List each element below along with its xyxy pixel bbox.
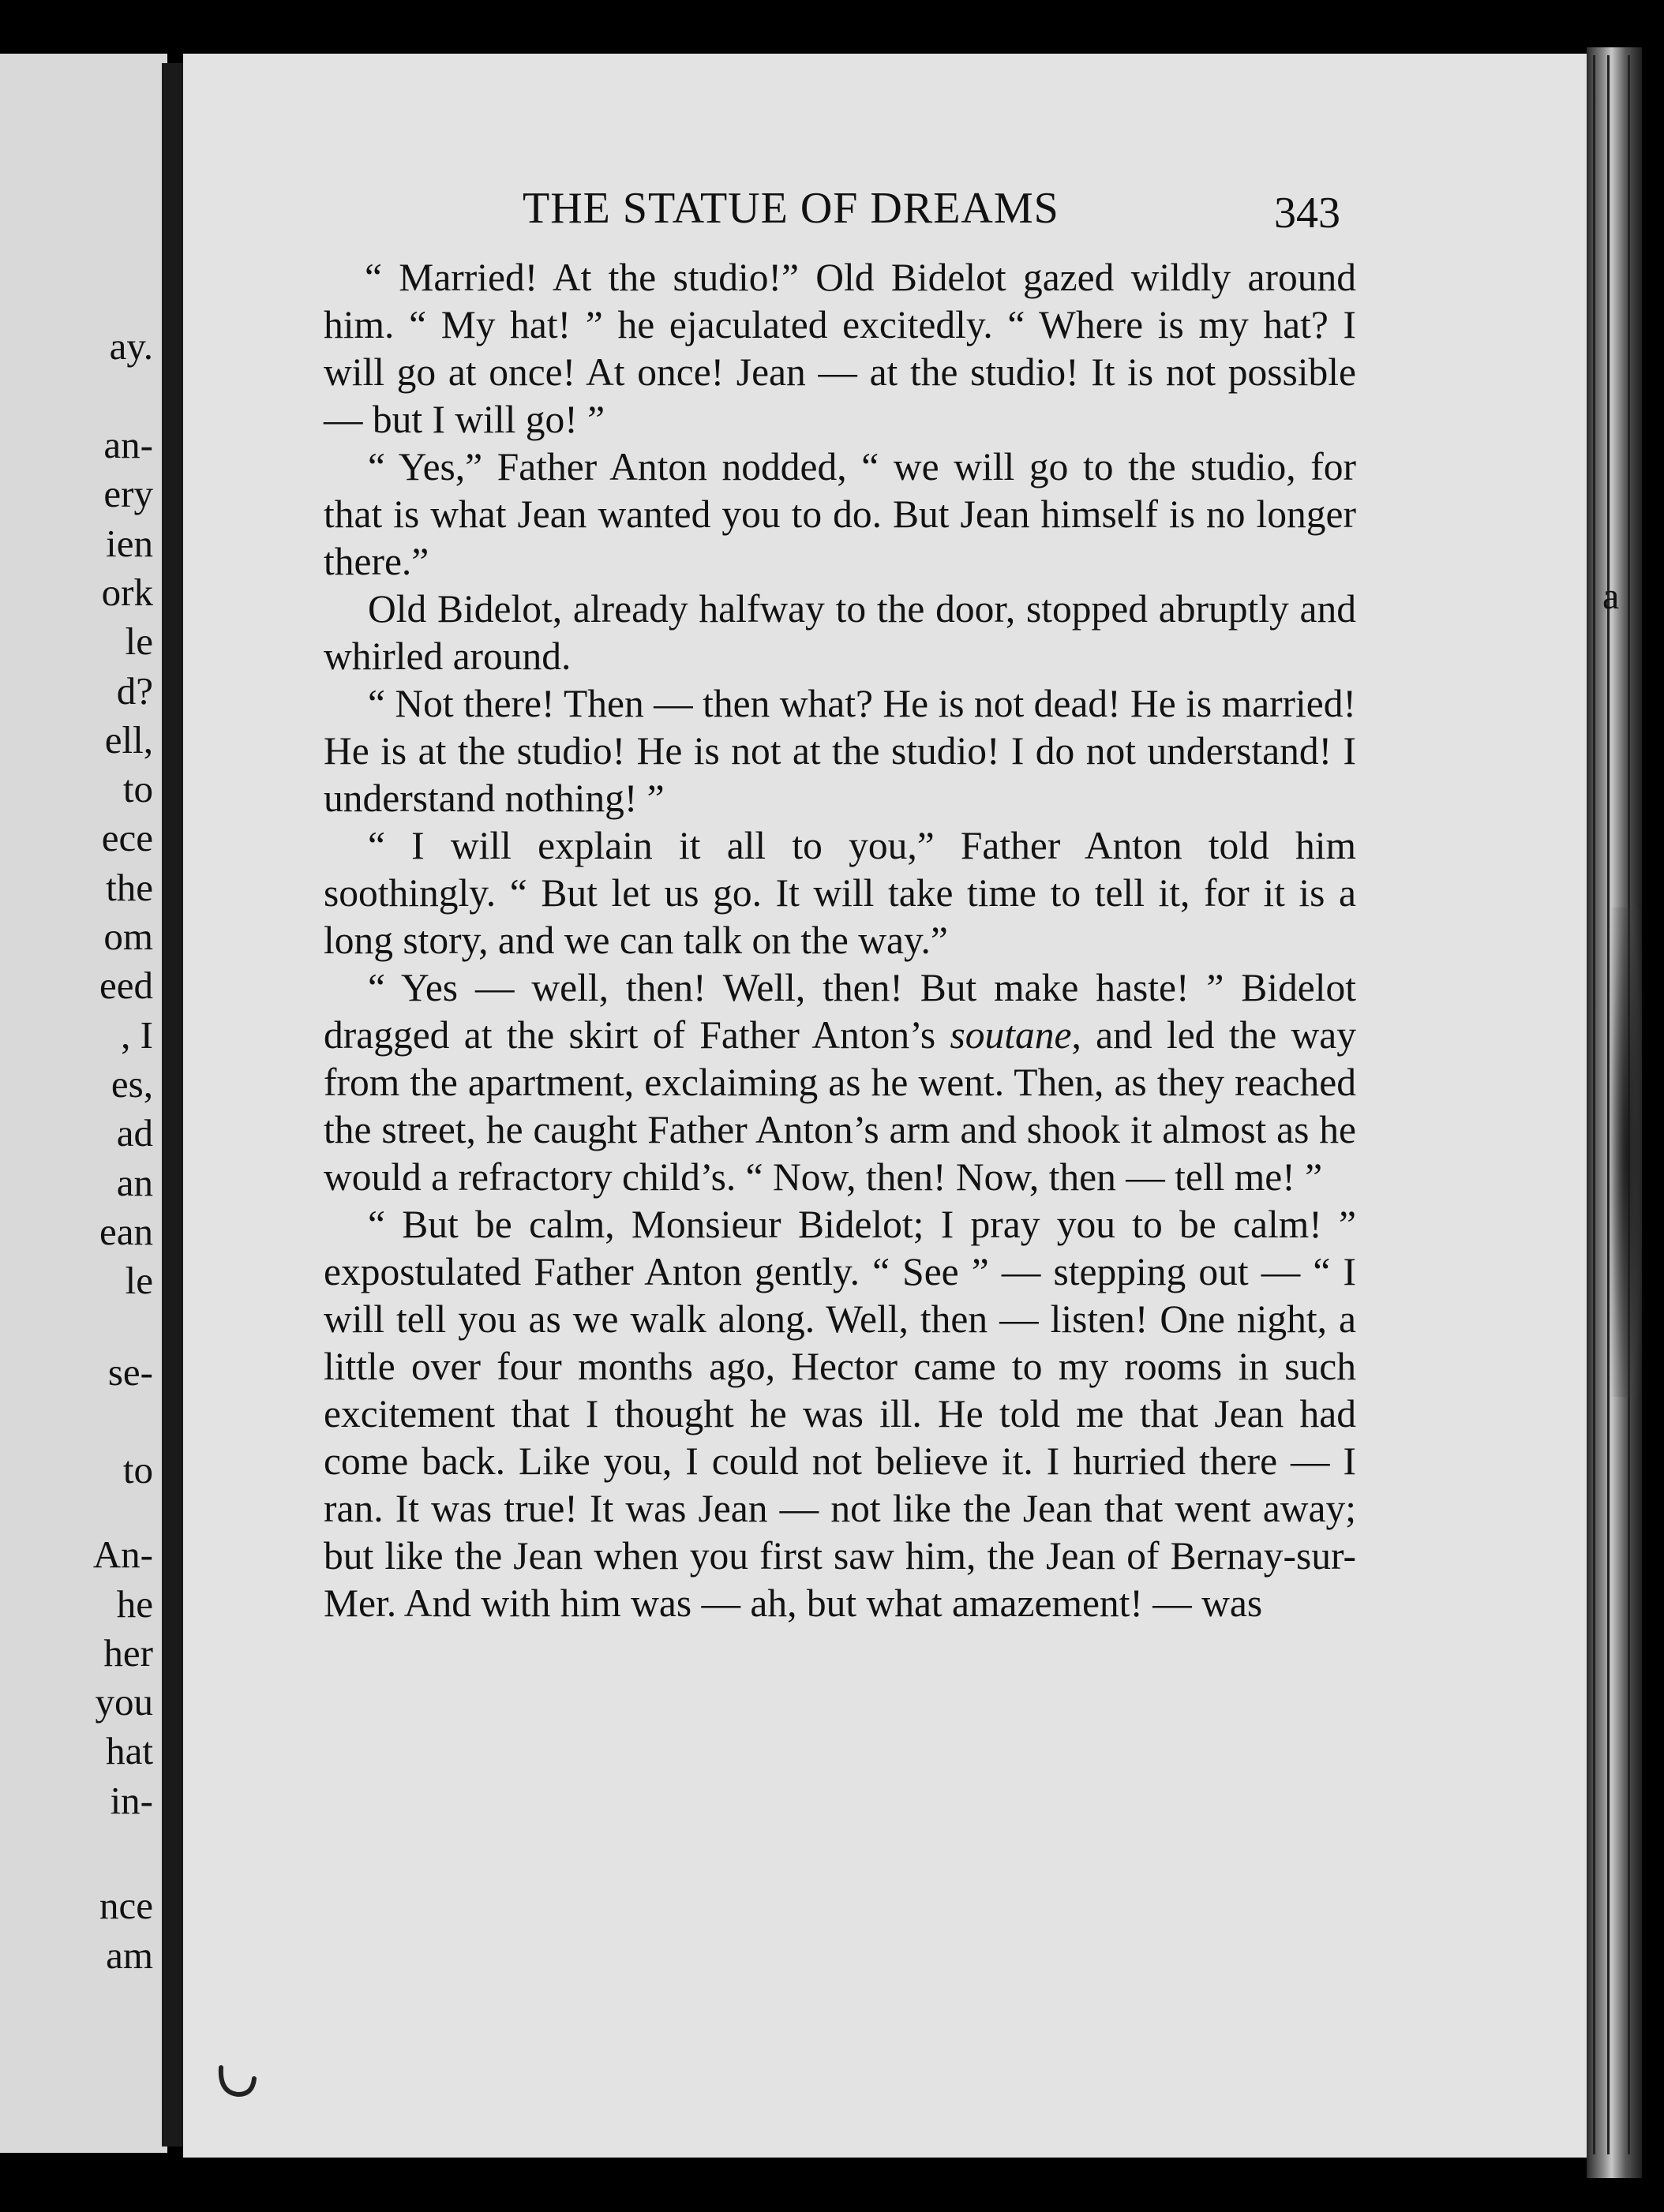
left-page-fragment: he [116, 1581, 153, 1626]
left-page-fragment: An- [92, 1533, 153, 1577]
paragraph: “ But be calm, Monsieur Bidelot; I pray you to be calm! ” expostulated Father Anton gently. “ See ” — stepping out — “ I will tell you as we walk along. Well, then — listen! One night, a little over four months ago, Hector came to my rooms in such excitement that I thought he was ill. He told me that Jean had come back. Like you, I could not believe it. I hurried there — I ran. It was true! It was Jean — not like the Jean that went away; but like the Jean when you first saw him, the Jean of Bernay-sur-Mer. And with him was — ah, but what amazement! — was [324, 1203, 1356, 1625]
left-page-fragment: you [95, 1680, 153, 1724]
paragraph: “ Not there! Then — then what? He is not dead! He is married! He is at the studio! He is not at the studio! I do not understand! I understand nothing! ” [324, 682, 1356, 820]
left-page-fragment: her [103, 1630, 153, 1675]
left-page-fragment: es, [111, 1061, 153, 1106]
paragraph: “ Married! At the studio!” Old Bidelot gazed wildly around him. “ My hat! ” he ejaculated excitedly. “ Where is my hat? I will go at once! At once! Jean — at the studio! It is not possible — but I will go! ” [324, 256, 1356, 441]
left-page-fragment: ece [101, 816, 153, 860]
left-page-fragment: le [125, 619, 153, 664]
paragraph: “ Yes — well, then! Well, then! But make haste! ” Bidelot dragged at the skirt of Father Anton’s soutane, and led the way from the apartment, exclaiming as he went. Then, as they reached the street, he caught Father Anton’s arm and shook it almost as he would a refractory child’s. “ Now, then! Now, then — tell me! ” [324, 966, 1356, 1199]
left-page-fragment: ell, [104, 717, 153, 762]
left-page-fragment: eed [99, 964, 153, 1008]
body-text [324, 254, 1356, 1627]
edge-fragment-text: a [1602, 575, 1620, 617]
left-page-fragment: am [106, 1933, 153, 1977]
page-edge-line [1593, 55, 1595, 2154]
left-page-fragment: hat [106, 1729, 153, 1773]
left-page-fragment: ean [99, 1209, 153, 1253]
left-page-fragment: nce [99, 1884, 153, 1928]
left-page-fragment: ery [103, 472, 153, 516]
paragraph: Old Bidelot, already halfway to the door, stopped abruptly and whirled around. [324, 587, 1356, 678]
left-page-fragment: se- [107, 1349, 153, 1394]
left-page-fragment: the [106, 865, 153, 909]
paragraph: “ I will explain it all to you,” Father Anton told him soothingly. “ But let us go. It will take time to tell it, for it is a long story, and we can talk on the way.” [324, 824, 1356, 962]
left-page-fragment: , I [121, 1012, 153, 1057]
running-head: THE STATUE OF DREAMS [523, 184, 1059, 233]
ink-smudge [1610, 908, 1642, 1397]
left-page-fragment: d? [116, 668, 153, 713]
left-page-fragment: ad [116, 1111, 153, 1155]
left-page-fragment: an- [103, 423, 153, 466]
left-page-fragment: ork [101, 570, 153, 614]
paragraph: “ Yes,” Father Anton nodded, “ we will go to the studio, for that is what Jean wanted you to do. But Jean himself is no longer there.” [324, 445, 1356, 583]
left-page-fragment: om [103, 915, 153, 958]
italic-word: soutane [950, 1013, 1072, 1057]
page-number: 343 [1274, 189, 1340, 238]
left-facing-page [0, 54, 167, 2153]
page-edge-line [1607, 55, 1610, 2154]
corner-mark-icon [215, 2061, 262, 2101]
left-page-fragment: ay. [109, 324, 153, 369]
left-page-fragment: to [122, 1448, 153, 1492]
book-gutter [162, 63, 186, 2147]
left-page-fragment: ien [106, 521, 153, 565]
left-page-fragment: to [122, 767, 153, 811]
left-page-fragment: le [125, 1259, 153, 1303]
left-page-fragment: an [116, 1160, 153, 1204]
left-page-fragment: in- [110, 1778, 153, 1822]
